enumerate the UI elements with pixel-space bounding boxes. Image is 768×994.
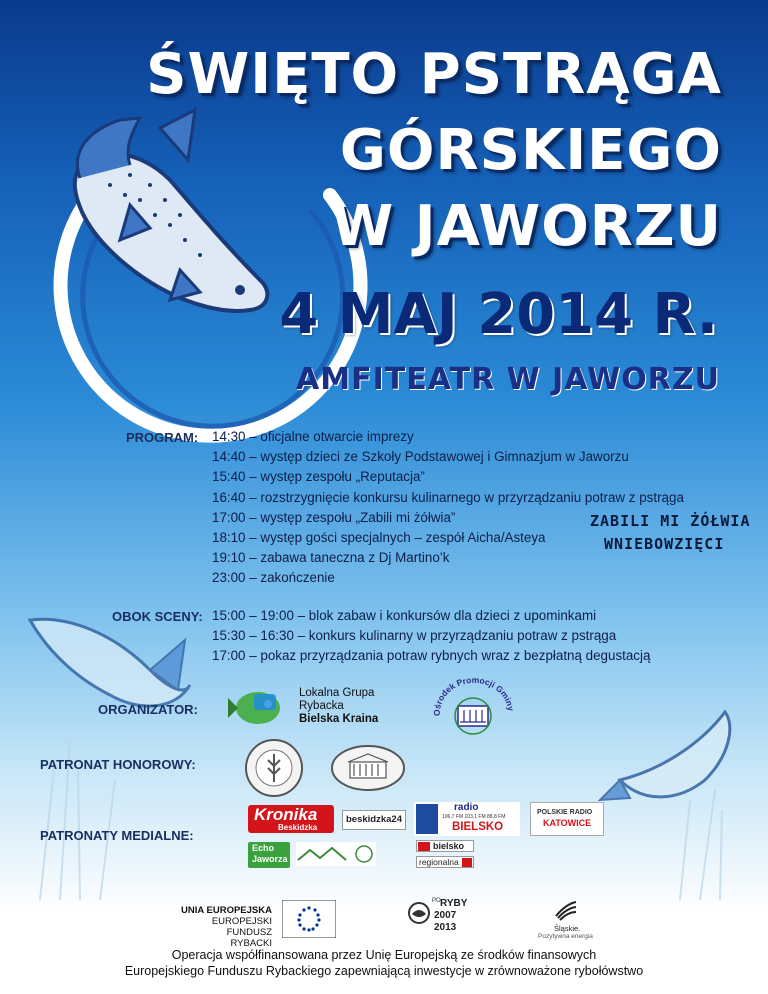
band-logo-line-2: WNIEBOWZIĘCI (604, 535, 725, 553)
slaskie-line-2: Pozytywna energia (538, 933, 593, 940)
organizer-label: ORGANIZATOR: (98, 702, 198, 717)
program-item: 14:30 – oficjalne otwarcie imprezy (212, 429, 414, 444)
kronika-logo (248, 805, 334, 833)
echo-line-1: Echo (252, 843, 275, 853)
program-item: 14:40 – występ dzieci ze Szkoły Podstawowej i Gimnazjum w Jaworzu (212, 449, 629, 465)
polskie-line-2: KATOWICE (543, 818, 592, 828)
footer-note (0, 947, 768, 979)
eu-text (180, 905, 272, 949)
regionalna-tv-logo (416, 856, 474, 868)
event-venue: AMFITEATR W JAWORZU (296, 362, 720, 397)
title-line-2: GÓRSKIEGO (339, 118, 722, 183)
ryby-year-2: 2013 (434, 922, 457, 933)
trout-right-icon (600, 712, 730, 800)
landscape-logo-icon (296, 842, 376, 866)
program-item: 19:10 – zabawa taneczna z Dj Martino’k (212, 550, 450, 566)
obok-item: 15:30 – 16:30 – konkurs kulinarny w przyrządzaniu potraw z pstrąga (212, 628, 617, 644)
beskidzka24-text: beskidzka24 (346, 814, 402, 825)
footer-line-2: Europejskiego Funduszu Rybackiego zapewniającą inwestycje w zrównoważone rybołówstwo (124, 964, 644, 978)
program-item: 15:40 – występ zespołu „Reputacja” (212, 469, 425, 485)
eu-line-2: EUROPEJSKI FUNDUSZ (211, 916, 272, 938)
footer-line-1: Operacja współfinansowana przez Unię Europejską ze środków finansowych (171, 948, 597, 962)
obok-label: OBOK SCENY: (112, 609, 203, 624)
program-item: 17:00 – występ zespołu „Zabili mi żółwia” (212, 509, 456, 525)
polskie-radio-logo (530, 802, 604, 836)
ryby-year-1: 2007 (434, 910, 457, 921)
radio-text: radio (454, 802, 479, 813)
media-label: PATRONATY MEDIALNE: (40, 828, 194, 843)
radio-freq: 106,7 FM 103,1 FM 88,8 FM (442, 814, 506, 820)
program-label: PROGRAM: (126, 430, 199, 445)
slaskie-logo (536, 898, 596, 944)
ryby-text: RYBY (440, 898, 468, 909)
radio-bielsko-logo (414, 802, 520, 836)
echo-jaworza-logo (248, 842, 290, 868)
obok-item: 17:00 – pokaz przyrządzania potraw rybnych wraz z bezpłatną degustacją (212, 648, 651, 664)
starostwo-seal-icon (330, 744, 406, 792)
title-line-3: W JAWORZU (331, 194, 722, 259)
lgr-fish-icon (228, 686, 288, 730)
ministry-seal-icon (244, 738, 304, 798)
band-logo-line-1: ZABILI MI ŻÓŁWIA (590, 512, 751, 530)
lgr-logo (299, 687, 378, 726)
regionalna-text: regionalna (419, 857, 459, 867)
tv-icon (418, 842, 430, 851)
trout-left-icon (30, 619, 190, 706)
tv-bielsko-logo (416, 840, 474, 852)
slaskie-icon (554, 898, 578, 922)
po-ryby-icon (408, 902, 430, 924)
tv-icon (462, 858, 472, 867)
eu-line-1: UNIA EUROPEJSKA (181, 905, 272, 916)
lgr-line-2: Rybacka (299, 700, 344, 712)
echo-line-2: Jaworza (252, 854, 288, 864)
obok-item: 15:00 – 19:00 – blok zabaw i konkursów dla dzieci z upominkami (212, 608, 597, 623)
radio-city: BIELSKO (452, 821, 504, 833)
slaskie-line-1: Śląskie. (554, 924, 581, 933)
po-ryby-logo (408, 898, 472, 942)
program-item: 18:10 – występ gości specjalnych – zespół Aicha/Asteya (212, 530, 546, 546)
program-list (212, 427, 684, 589)
osrodek-promocji-logo (428, 676, 518, 736)
eu-flag-icon (282, 900, 336, 938)
trout-icon (75, 110, 268, 311)
patronat-label: PATRONAT HONOROWY: (40, 757, 196, 772)
event-date: 4 MAJ 2014 R. (279, 282, 718, 347)
osrodek-text: Ośrodek Promocji Gminy (431, 676, 517, 717)
radio-bielsko-icon (416, 804, 438, 834)
eu-line-3: RYBACKI (230, 938, 272, 949)
program-item: 16:40 – rozstrzygnięcie konkursu kulinarnego w przyrządzaniu potraw z pstrąga (212, 489, 684, 505)
ryby-prefix: PO (432, 898, 441, 904)
kronika-text: Kronika (254, 805, 318, 824)
kronika-sub: Beskidzka (278, 823, 318, 832)
obok-list (212, 606, 650, 667)
lgr-line-3: Bielska Kraina (299, 713, 379, 725)
lgr-line-1: Lokalna Grupa (299, 687, 375, 699)
title-line-1: ŚWIĘTO PSTRĄGA (146, 42, 722, 107)
program-item: 23:00 – zakończenie (212, 570, 335, 586)
tv-bielsko-text: bielsko (433, 841, 465, 851)
beskidzka24-logo (342, 810, 406, 830)
polskie-line-1: POLSKIE RADIO (537, 809, 593, 816)
